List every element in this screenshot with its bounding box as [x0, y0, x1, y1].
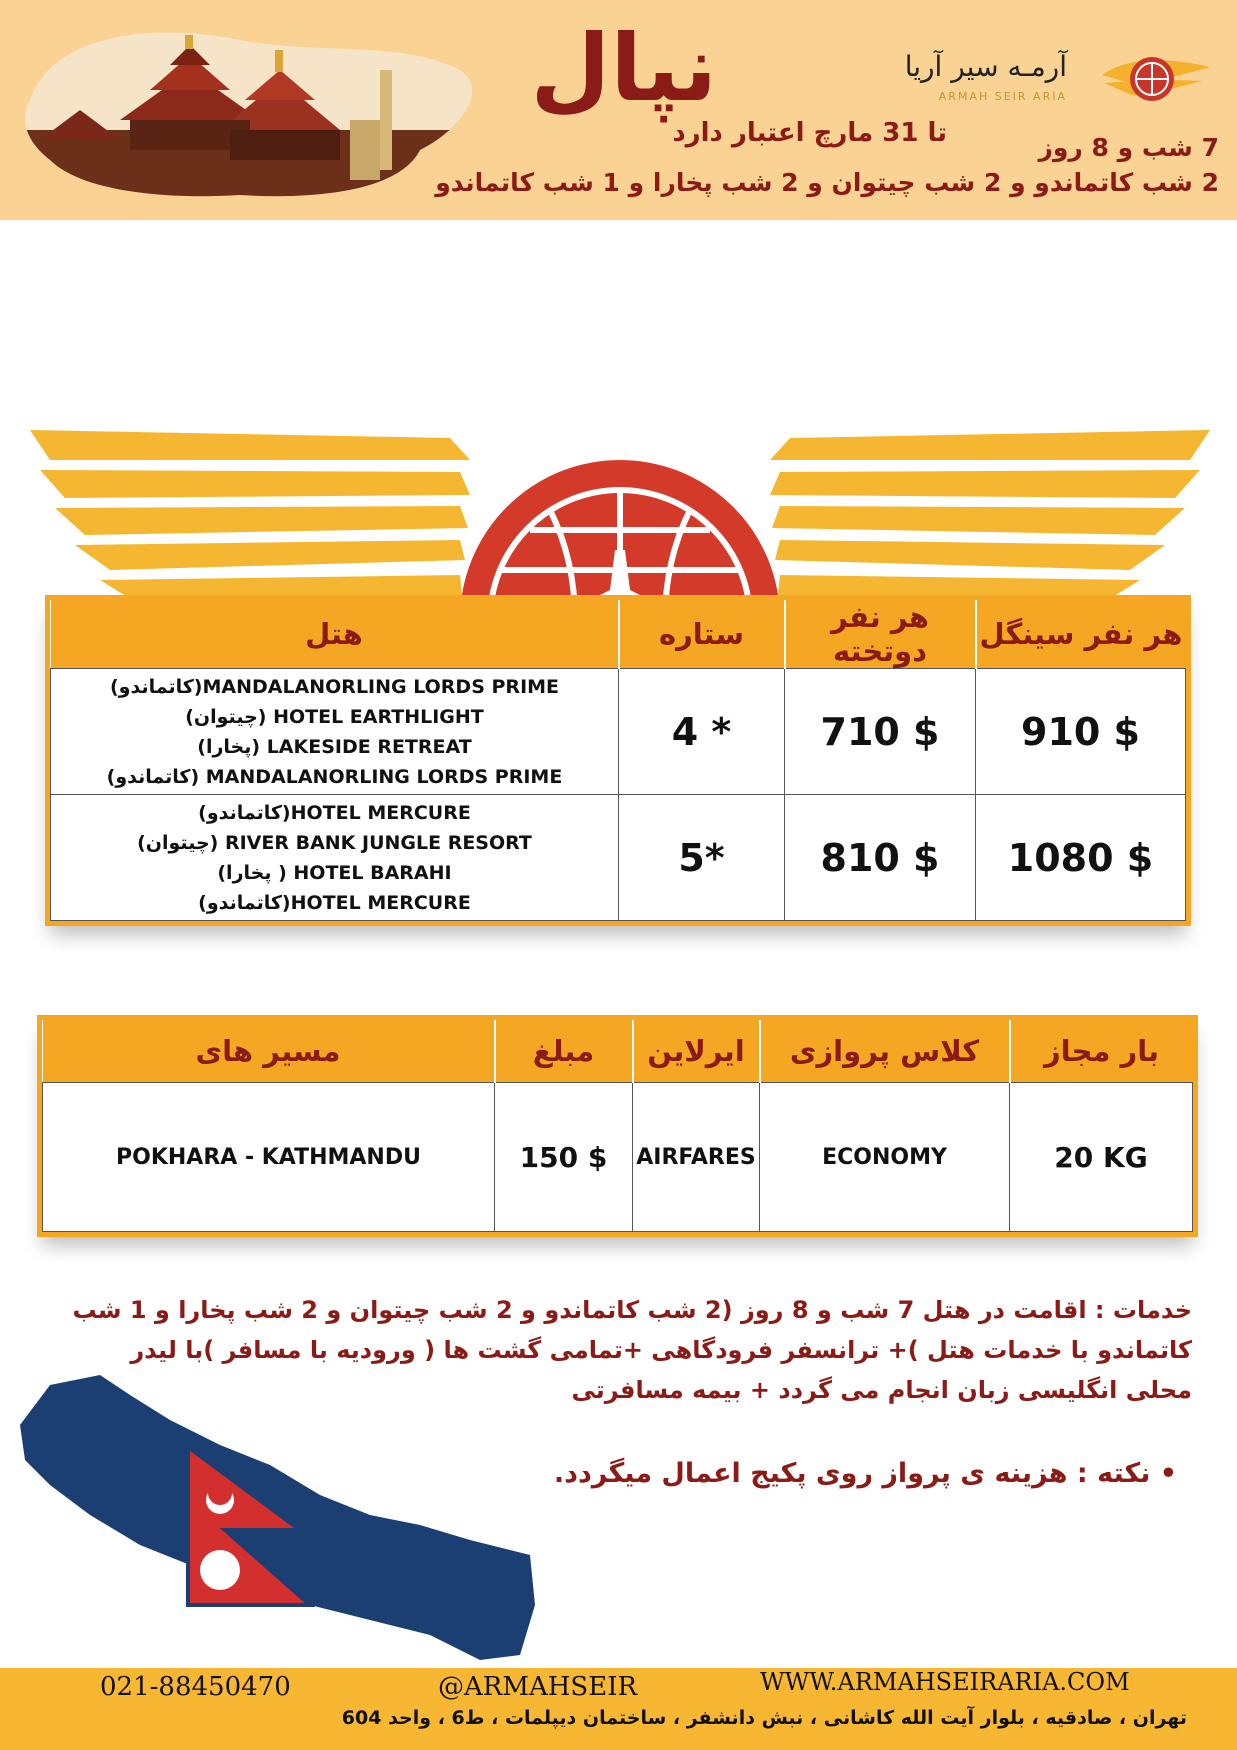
nepal-flag-map-icon	[10, 1365, 540, 1665]
price-value: 150 $	[495, 1083, 633, 1232]
hotel-price-table	[50, 600, 1186, 921]
airline-value: AIRFARES	[633, 1083, 760, 1232]
hotel-name: MANDALANORLING LORDS PRIME(کاتماندو)	[109, 675, 560, 698]
table-header-row	[51, 600, 1186, 669]
col-header-stars: ستاره	[619, 600, 785, 669]
hotel-list	[51, 669, 619, 795]
col-header-hotel: هتل	[51, 600, 619, 669]
double-price: 810 $	[785, 795, 976, 921]
table-header-row	[43, 1020, 1193, 1083]
hotel-name: RIVER BANK JUNGLE RESORT (چیتوان)	[137, 831, 532, 854]
baggage-value: 20 KG	[1010, 1083, 1193, 1232]
note-text: • نکته : هزینه ی پرواز روی پکیج اعمال میگردد.	[553, 1458, 1177, 1489]
double-price: 710 $	[785, 669, 976, 795]
hotel-name: HOTEL MERCURE(کاتماندو)	[198, 891, 471, 914]
col-header-airline: ایرلاین	[633, 1020, 760, 1083]
col-header-single: هر نفر سینگل	[976, 600, 1186, 669]
col-header-routes: مسیر های	[43, 1020, 495, 1083]
star-rating: 4 *	[619, 669, 785, 795]
col-header-price: مبلغ	[495, 1020, 633, 1083]
single-price: 910 $	[976, 669, 1186, 795]
col-header-class: کلاس پروازی	[760, 1020, 1010, 1083]
class-value: ECONOMY	[760, 1083, 1010, 1232]
brand-name-en: ARMAH SEIR ARIA	[938, 90, 1067, 103]
col-header-double: هر نفر دوتخته	[785, 600, 976, 669]
phone-number[interactable]: 021-88450470	[100, 1672, 291, 1702]
instagram-handle[interactable]: @ARMAHSEIR	[438, 1672, 638, 1702]
hotel-name: MANDALANORLING LORDS PRIME (کاتماندو)	[106, 765, 563, 788]
table-row	[43, 1083, 1193, 1232]
validity-text: تا 31 مارچ اعتبار دارد	[672, 118, 947, 148]
hotel-name: HOTEL EARTHLIGHT (چیتوان)	[185, 705, 484, 728]
itinerary-text: 2 شب کاتماندو و 2 شب چیتوان و 2 شب پخارا و 1 شب کاتماندو	[435, 168, 1219, 197]
table-row	[51, 669, 1186, 795]
duration-text: 7 شب و 8 روز	[1038, 133, 1219, 162]
route-value: POKHARA - KATHMANDU	[43, 1083, 495, 1232]
col-header-baggage: بار مجاز	[1010, 1020, 1193, 1083]
hotel-list	[51, 795, 619, 921]
flight-table	[42, 1020, 1193, 1232]
star-rating: 5*	[619, 795, 785, 921]
table-row	[51, 795, 1186, 921]
hotel-name: HOTEL MERCURE(کاتماندو)	[198, 801, 471, 824]
brand-name-fa: آرمـه سیر آریا	[904, 50, 1067, 83]
services-text: خدمات : اقامت در هتل 7 شب و 8 روز (2 شب کاتماندو و 2 شب چیتوان و 2 شب پخارا و 1 شب کاتماندو با خدمات هتل )+ ترانسفر فرودگاهی +تمامی گشت ها ( ورودیه با مسافر )با لیدر محلی انگلیسی زبان انجام می گردد + بیمه مسافرتی	[72, 1296, 1192, 1404]
address-text: تهران ، صادقیه ، بلوار آیت الله کاشانی ، نبش دانشفر ، ساختمان دیپلمات ، ط6 ، واحد 604	[341, 1707, 1187, 1729]
winged-globe-emblem-icon	[30, 420, 1210, 620]
website-link[interactable]: WWW.ARMAHSEIRARIA.COM	[760, 1668, 1130, 1696]
single-price: 1080 $	[976, 795, 1186, 921]
temple-photo	[20, 10, 490, 205]
page-title: نپال	[530, 15, 717, 122]
hotel-name: HOTEL BARAHI ( پخارا)	[217, 861, 452, 884]
hotel-name: LAKESIDE RETREAT (پخارا)	[197, 735, 472, 758]
